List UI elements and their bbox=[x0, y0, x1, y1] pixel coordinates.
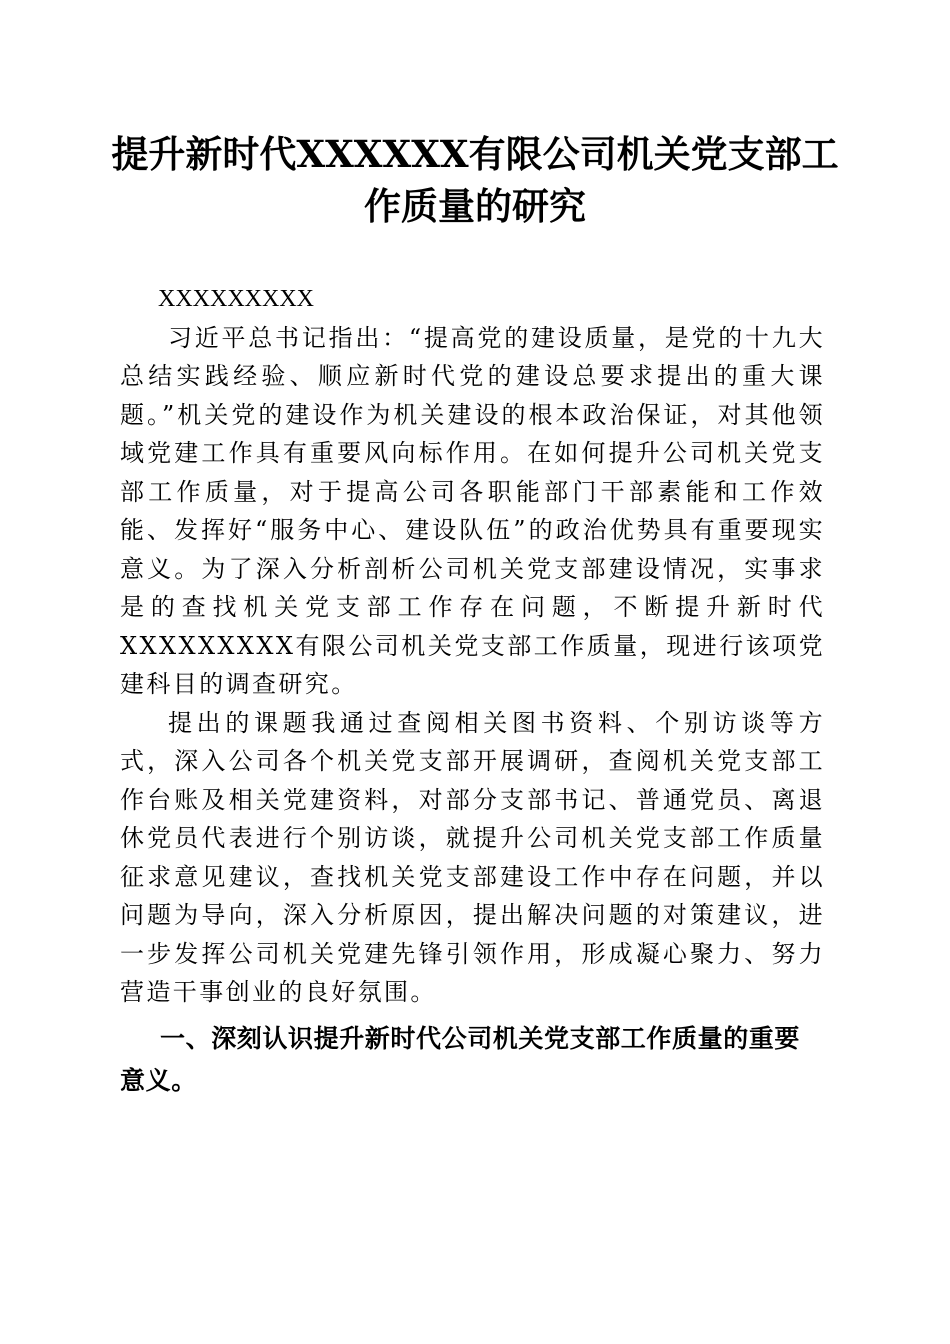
title-line-1: 提升新时代XXXXXX有限公司机关党支部工 bbox=[111, 132, 839, 176]
document-title bbox=[110, 128, 840, 232]
document-body bbox=[120, 280, 825, 1102]
paragraph-intro: 习近平总书记指出：“提高党的建设质量，是党的十九大总结实践经验、顺应新时代党的建设总要求提出的重大课题。”机关党的建设作为机关建设的根本政治保证，对其他领域党建工作具有重要风向标作用。在如何提升公司机关党支部工作质量，对于提高公司各职能部门干部素能和工作效能、发挥好“服务中心、建设队伍”的政治优势具有重要现实意义。为了深入分析剖析公司机关党支部建设情况，实事求是的查找机关党支部工作存在问题，不断提升新时代XXXXXXXXX有限公司机关党支部工作质量，现进行该项党建科目的调查研究。 bbox=[120, 323, 825, 698]
author-name: XXXXXXXXX bbox=[158, 286, 314, 312]
section-heading: 一、深刻认识提升新时代公司机关党支部工作质量的重要意义。 bbox=[120, 1023, 801, 1095]
title-line-2: 作质量的研究 bbox=[364, 184, 586, 228]
paragraph-method: 提出的课题我通过查阅相关图书资料、个别访谈等方式，深入公司各个机关党支部开展调研，查阅机关党支部工作台账及相关党建资料，对部分支部书记、普通党员、离退休党员代表进行个别访谈，就提升公司机关党支部工作质量征求意见建议，查找机关党支部建设工作中存在问题，并以问题为导向，深入分析原因，提出解决问题的对策建议，进一步发挥公司机关党建先锋引领作用，形成凝心聚力、努力营造干事创业的良好氛围。 bbox=[120, 708, 825, 1006]
